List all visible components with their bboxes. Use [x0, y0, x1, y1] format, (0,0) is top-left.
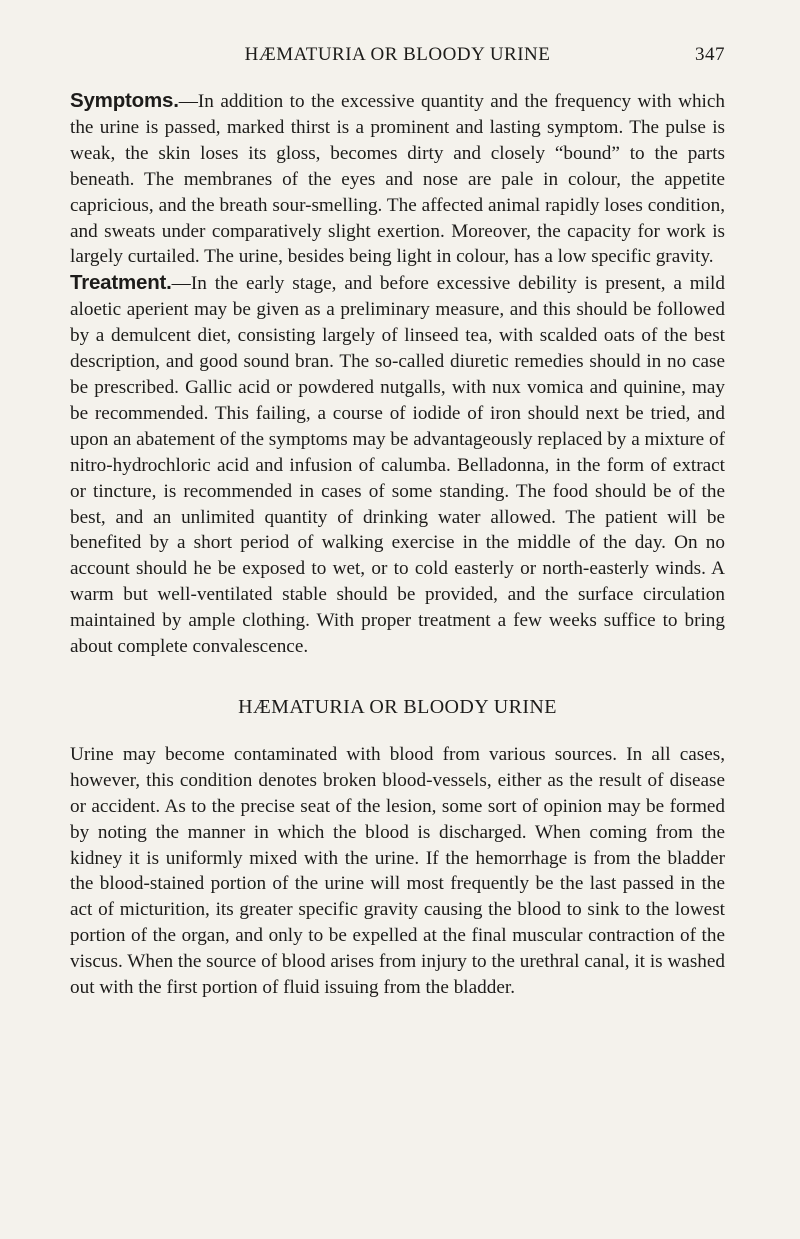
body-text	[70, 88, 725, 1001]
symptoms-text: —In addition to the excessive quantity and the frequency with which the urine is passed, marked thirst is a prominent and lasting symptom. The pulse is weak, the skin loses its gloss, becomes dirty and closely “bound” to the parts beneath. The membranes of the eyes and nose are pale in colour, the appetite capricious, and the breath sour-smelling. The affected animal rapidly loses condition, and sweats under comparatively slight exertion. Moreover, the capacity for work is largely curtailed. The urine, besides being light in colour, has a low specific gravity.	[70, 91, 725, 268]
treatment-text: —In the early stage, and before excessive debility is present, a mild aloetic aperient may be given as a preliminary measure, and this should be followed by a demulcent diet, consisting largely of linseed tea, with scalded oats of the best description, and good sound bran. The so-called diuretic remedies should in no case be prescribed. Gallic acid or powdered nutgalls, with nux vomica and quinine, may be recommended. This failing, a course of iodide of iron should next be tried, and upon an abatement of the symptoms may be advantageously replaced by a mixture of nitro-hydrochloric acid and infusion of calumba. Belladonna, in the form of extract or tincture, is recommended in cases of some standing. The food should be of the best, and an unlimited quantity of drinking water allowed. The patient will be benefited by a short period of walking exercise in the middle of the day. On no account should he be exposed to wet, or to cold easterly or north-easterly winds. A warm but well-ventilated stable should be provided, and the surface circulation maintained by ample clothing. With proper treatment a few weeks suffice to bring about complete convalescence.	[70, 273, 725, 658]
symptoms-paragraph	[70, 88, 725, 270]
page-number: 347	[695, 44, 725, 65]
haematuria-paragraph: Urine may become contaminated with blood from various sources. In all cases, however, this condition denotes broken blood-vessels, either as the result of disease or accident. As to the precise seat of the lesion, some sort of opinion may be formed by noting the manner in which the blood is discharged. When coming from the kidney it is uniformly mixed with the urine. If the hemorrhage is from the bladder the blood-stained portion of the urine will most frequently be the last passed in the act of micturition, its greater specific gravity causing the blood to sink to the lowest portion of the organ, and only to be expelled at the final muscular contraction of the viscus. When the source of blood arises from injury to the urethral canal, it is washed out with the first portion of fluid issuing from the bladder.	[70, 743, 725, 999]
symptoms-run-in-heading: Symptoms.	[70, 89, 179, 112]
running-title: HÆMATURIA OR BLOODY URINE	[244, 44, 551, 65]
section-heading: HÆMATURIA OR BLOODY URINE	[238, 695, 557, 718]
running-head	[70, 44, 725, 72]
treatment-paragraph	[70, 270, 725, 660]
treatment-run-in-heading: Treatment.	[70, 271, 172, 295]
